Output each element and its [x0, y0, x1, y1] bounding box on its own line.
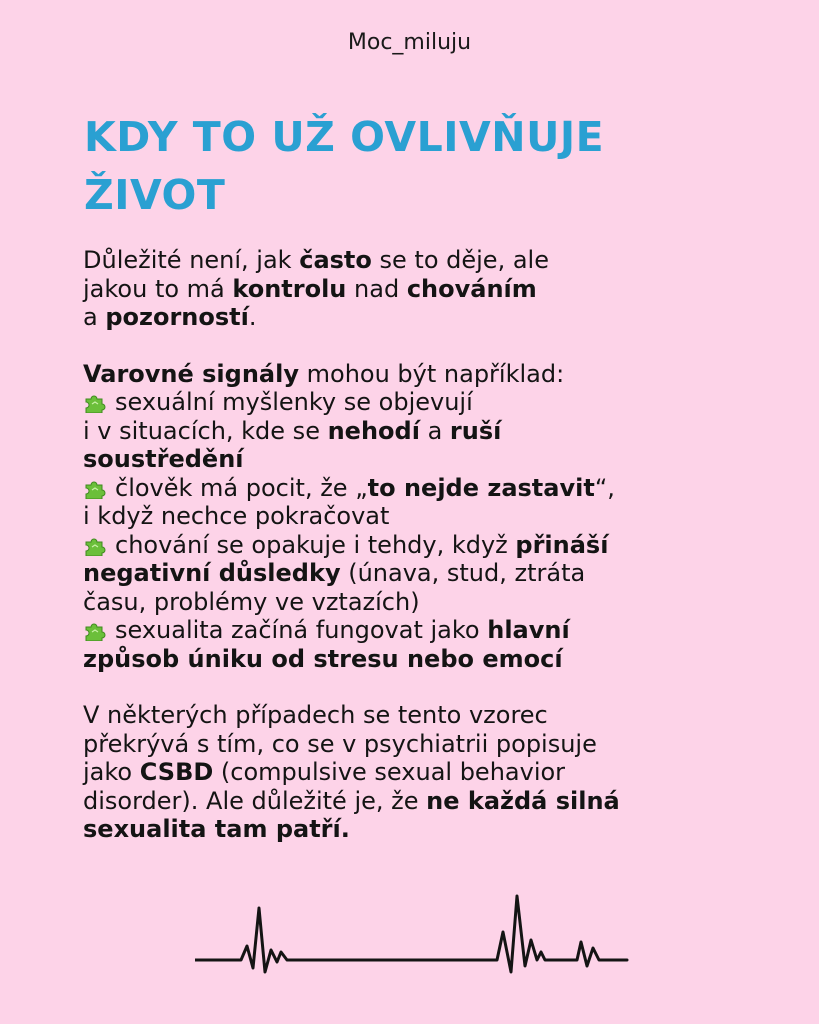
intro-line-1 [83, 246, 763, 275]
signal-item-2-line-2 [83, 502, 763, 531]
signal-bold: negativní důsledky [83, 559, 341, 587]
title-line-1: KDY TO UŽ OVLIVŇUJE [84, 113, 605, 161]
puzzle-piece-icon [83, 391, 109, 413]
closing-text: jako [83, 758, 140, 786]
closing-line-5 [83, 815, 763, 844]
intro-bold: často [299, 246, 372, 274]
heartbeat-line-icon [195, 892, 629, 976]
closing-paragraph [83, 701, 763, 844]
signal-item-1-line-1 [83, 388, 763, 417]
title-line-2: ŽIVOT [84, 171, 226, 219]
signal-item-3-line-1 [83, 531, 763, 560]
intro-line-3 [83, 303, 763, 332]
intro-text: jakou to má [83, 274, 233, 303]
signal-text: “, [594, 473, 615, 502]
signal-item-3-line-2 [83, 559, 763, 588]
signals-section [83, 360, 763, 674]
signal-item-1-line-2 [83, 417, 763, 446]
intro-text: a [83, 303, 106, 331]
signals-heading-bold: Varovné signály [83, 359, 299, 388]
account-handle: Moc_miluju [347, 30, 472, 55]
signals-heading [83, 360, 763, 389]
intro-paragraph [83, 246, 763, 332]
closing-line-2: překrývá s tím, co se v psychiatrii popisuje [83, 729, 597, 758]
closing-line-4 [83, 787, 763, 816]
puzzle-piece-icon [83, 534, 109, 556]
intro-bold: kontrolu [232, 274, 347, 303]
intro-bold: pozorností [105, 303, 249, 331]
signal-item-2-line-1 [83, 474, 763, 503]
signal-bold: nehodí [327, 416, 420, 445]
closing-text: (compulsive sexual behavior [213, 758, 566, 786]
intro-text: nad [346, 274, 407, 303]
signal-item-4-line-1 [83, 616, 763, 645]
signals-heading-text: mohou být například: [299, 359, 565, 388]
intro-text: Důležité není, jak [83, 246, 300, 274]
main-text [83, 246, 763, 872]
closing-bold: sexualita tam patří. [83, 815, 350, 843]
intro-text: se to děje, ale [371, 246, 549, 274]
signal-text: i když nechce pokračovat [83, 502, 390, 530]
intro-line-2 [83, 275, 763, 304]
signal-text: člověk má pocit, že „ [115, 473, 368, 502]
signal-bold: soustředění [83, 445, 244, 473]
signal-bold: to nejde zastavit [367, 473, 595, 502]
signal-text: času, problémy ve vztazích) [83, 587, 420, 616]
signal-text: sexuální myšlenky se objevují [115, 388, 473, 416]
signal-text: a [419, 416, 450, 445]
closing-bold: ne každá silná [426, 786, 620, 815]
signal-bold: hlavní [487, 616, 570, 644]
signal-bold: způsob úniku od stresu nebo emocí [83, 644, 563, 673]
puzzle-piece-icon [83, 619, 109, 641]
puzzle-piece-icon [83, 477, 109, 499]
signal-item-4-line-2 [83, 645, 763, 674]
signal-text: i v situacích, kde se [83, 416, 328, 445]
signal-text: (únava, stud, ztráta [340, 559, 586, 587]
page-title [84, 108, 704, 224]
closing-line-1: V některých případech se tento vzorec [83, 701, 548, 729]
closing-text: disorder). Ale důležité je, že [83, 786, 427, 815]
signal-text: chování se opakuje i tehdy, když [115, 530, 516, 559]
intro-bold: chováním [406, 274, 537, 303]
signal-text: sexualita začíná fungovat jako [115, 616, 488, 644]
signal-bold: ruší [449, 416, 502, 445]
signal-item-1-line-3 [83, 445, 763, 474]
intro-text: . [248, 303, 257, 331]
closing-bold: CSBD [139, 758, 214, 786]
closing-line-3 [83, 758, 763, 787]
signal-item-3-line-3 [83, 588, 763, 617]
signal-bold: přináší [515, 530, 609, 559]
